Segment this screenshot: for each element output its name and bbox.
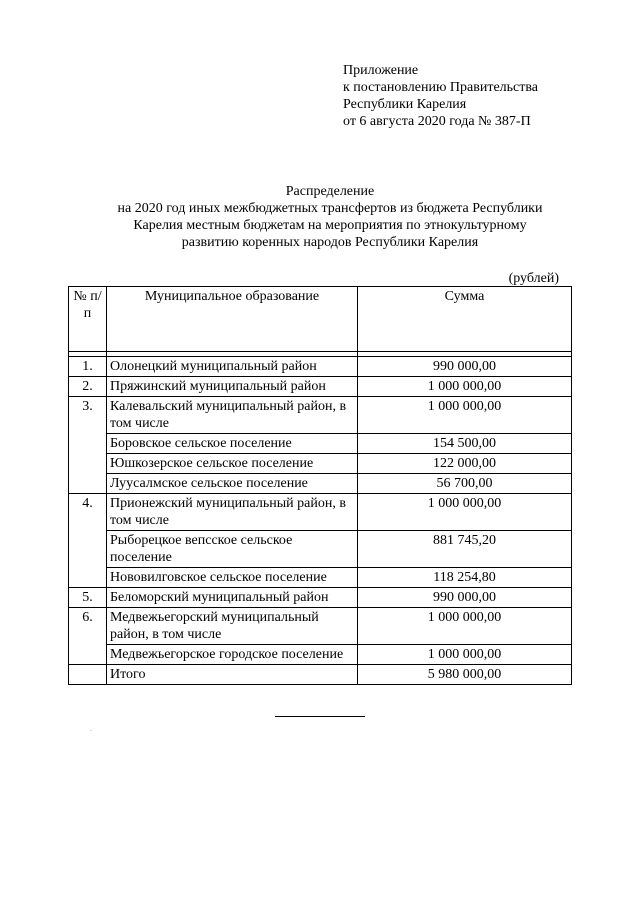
row-sum: 1 000 000,00 bbox=[358, 377, 572, 397]
table-row bbox=[69, 568, 572, 588]
row-sum: 1 000 000,00 bbox=[358, 397, 572, 434]
appendix-header bbox=[343, 62, 538, 130]
row-sum: 154 500,00 bbox=[358, 434, 572, 454]
row-name: Боровское сельское поселение bbox=[107, 434, 358, 454]
table-row bbox=[69, 474, 572, 494]
row-name: Медвежьегорское городское поселение bbox=[107, 645, 358, 665]
table-body bbox=[69, 357, 572, 685]
distribution-table bbox=[68, 286, 572, 685]
table-row bbox=[69, 665, 572, 685]
title-line: Карелия местным бюджетам на мероприятия по этнокультурному bbox=[133, 218, 527, 233]
row-name: Калевальский муниципальный район, в том числе bbox=[107, 397, 358, 434]
title-line: на 2020 год иных межбюджетных трансфертов из бюджета Республики bbox=[117, 201, 543, 216]
table-row bbox=[69, 357, 572, 377]
row-name: Рыборецкое вепсское сельское поселение bbox=[107, 531, 358, 568]
table-row bbox=[69, 454, 572, 474]
row-name: Итого bbox=[107, 665, 358, 685]
table-row bbox=[69, 397, 572, 434]
row-sum: 1 000 000,00 bbox=[358, 645, 572, 665]
appendix-line: Приложение bbox=[343, 63, 419, 78]
row-num: 5. bbox=[69, 588, 107, 608]
table-row bbox=[69, 608, 572, 645]
title-line: развитию коренных народов Республики Карелия bbox=[181, 235, 479, 250]
table-header-row bbox=[69, 287, 572, 352]
table-row bbox=[69, 434, 572, 454]
title-line: Распределение bbox=[285, 184, 375, 199]
row-name: Луусалмское сельское поселение bbox=[107, 474, 358, 494]
row-num: 2. bbox=[69, 377, 107, 397]
row-num bbox=[69, 665, 107, 685]
appendix-line: от 6 августа 2020 года № 387-П bbox=[343, 114, 531, 129]
row-name: Прионежский муниципальный район, в том числе bbox=[107, 494, 358, 531]
row-name: Беломорский муниципальный район bbox=[107, 588, 358, 608]
table-row bbox=[69, 645, 572, 665]
row-num: 6. bbox=[69, 608, 107, 665]
row-num: 1. bbox=[69, 357, 107, 377]
row-sum: 881 745,20 bbox=[358, 531, 572, 568]
table-row bbox=[69, 531, 572, 568]
table-row bbox=[69, 494, 572, 531]
appendix-line: Республики Карелия bbox=[343, 97, 467, 112]
units-label: (рублей) bbox=[508, 271, 559, 286]
row-name: Юшкозерское сельское поселение bbox=[107, 454, 358, 474]
header-name: Муниципальное образование bbox=[107, 287, 358, 352]
row-sum: 990 000,00 bbox=[358, 588, 572, 608]
appendix-line: к постановлению Правительства bbox=[343, 80, 539, 95]
row-name: Нововилговское сельское поселение bbox=[107, 568, 358, 588]
row-name: Олонецкий муниципальный район bbox=[107, 357, 358, 377]
stray-mark: . bbox=[90, 724, 92, 733]
row-sum: 122 000,00 bbox=[358, 454, 572, 474]
header-sum: Сумма bbox=[358, 287, 572, 352]
row-sum: 5 980 000,00 bbox=[358, 665, 572, 685]
table-row bbox=[69, 377, 572, 397]
row-sum: 990 000,00 bbox=[358, 357, 572, 377]
row-sum: 118 254,80 bbox=[358, 568, 572, 588]
row-name: Пряжинский муниципальный район bbox=[107, 377, 358, 397]
document-title bbox=[80, 183, 580, 251]
table-row bbox=[69, 588, 572, 608]
row-name: Медвежьегорский муниципальный район, в том числе bbox=[107, 608, 358, 645]
row-sum: 1 000 000,00 bbox=[358, 608, 572, 645]
row-sum: 1 000 000,00 bbox=[358, 494, 572, 531]
header-num: № п/п bbox=[69, 287, 107, 352]
signature-line bbox=[275, 716, 365, 717]
row-num: 3. bbox=[69, 397, 107, 494]
row-num: 4. bbox=[69, 494, 107, 588]
row-sum: 56 700,00 bbox=[358, 474, 572, 494]
